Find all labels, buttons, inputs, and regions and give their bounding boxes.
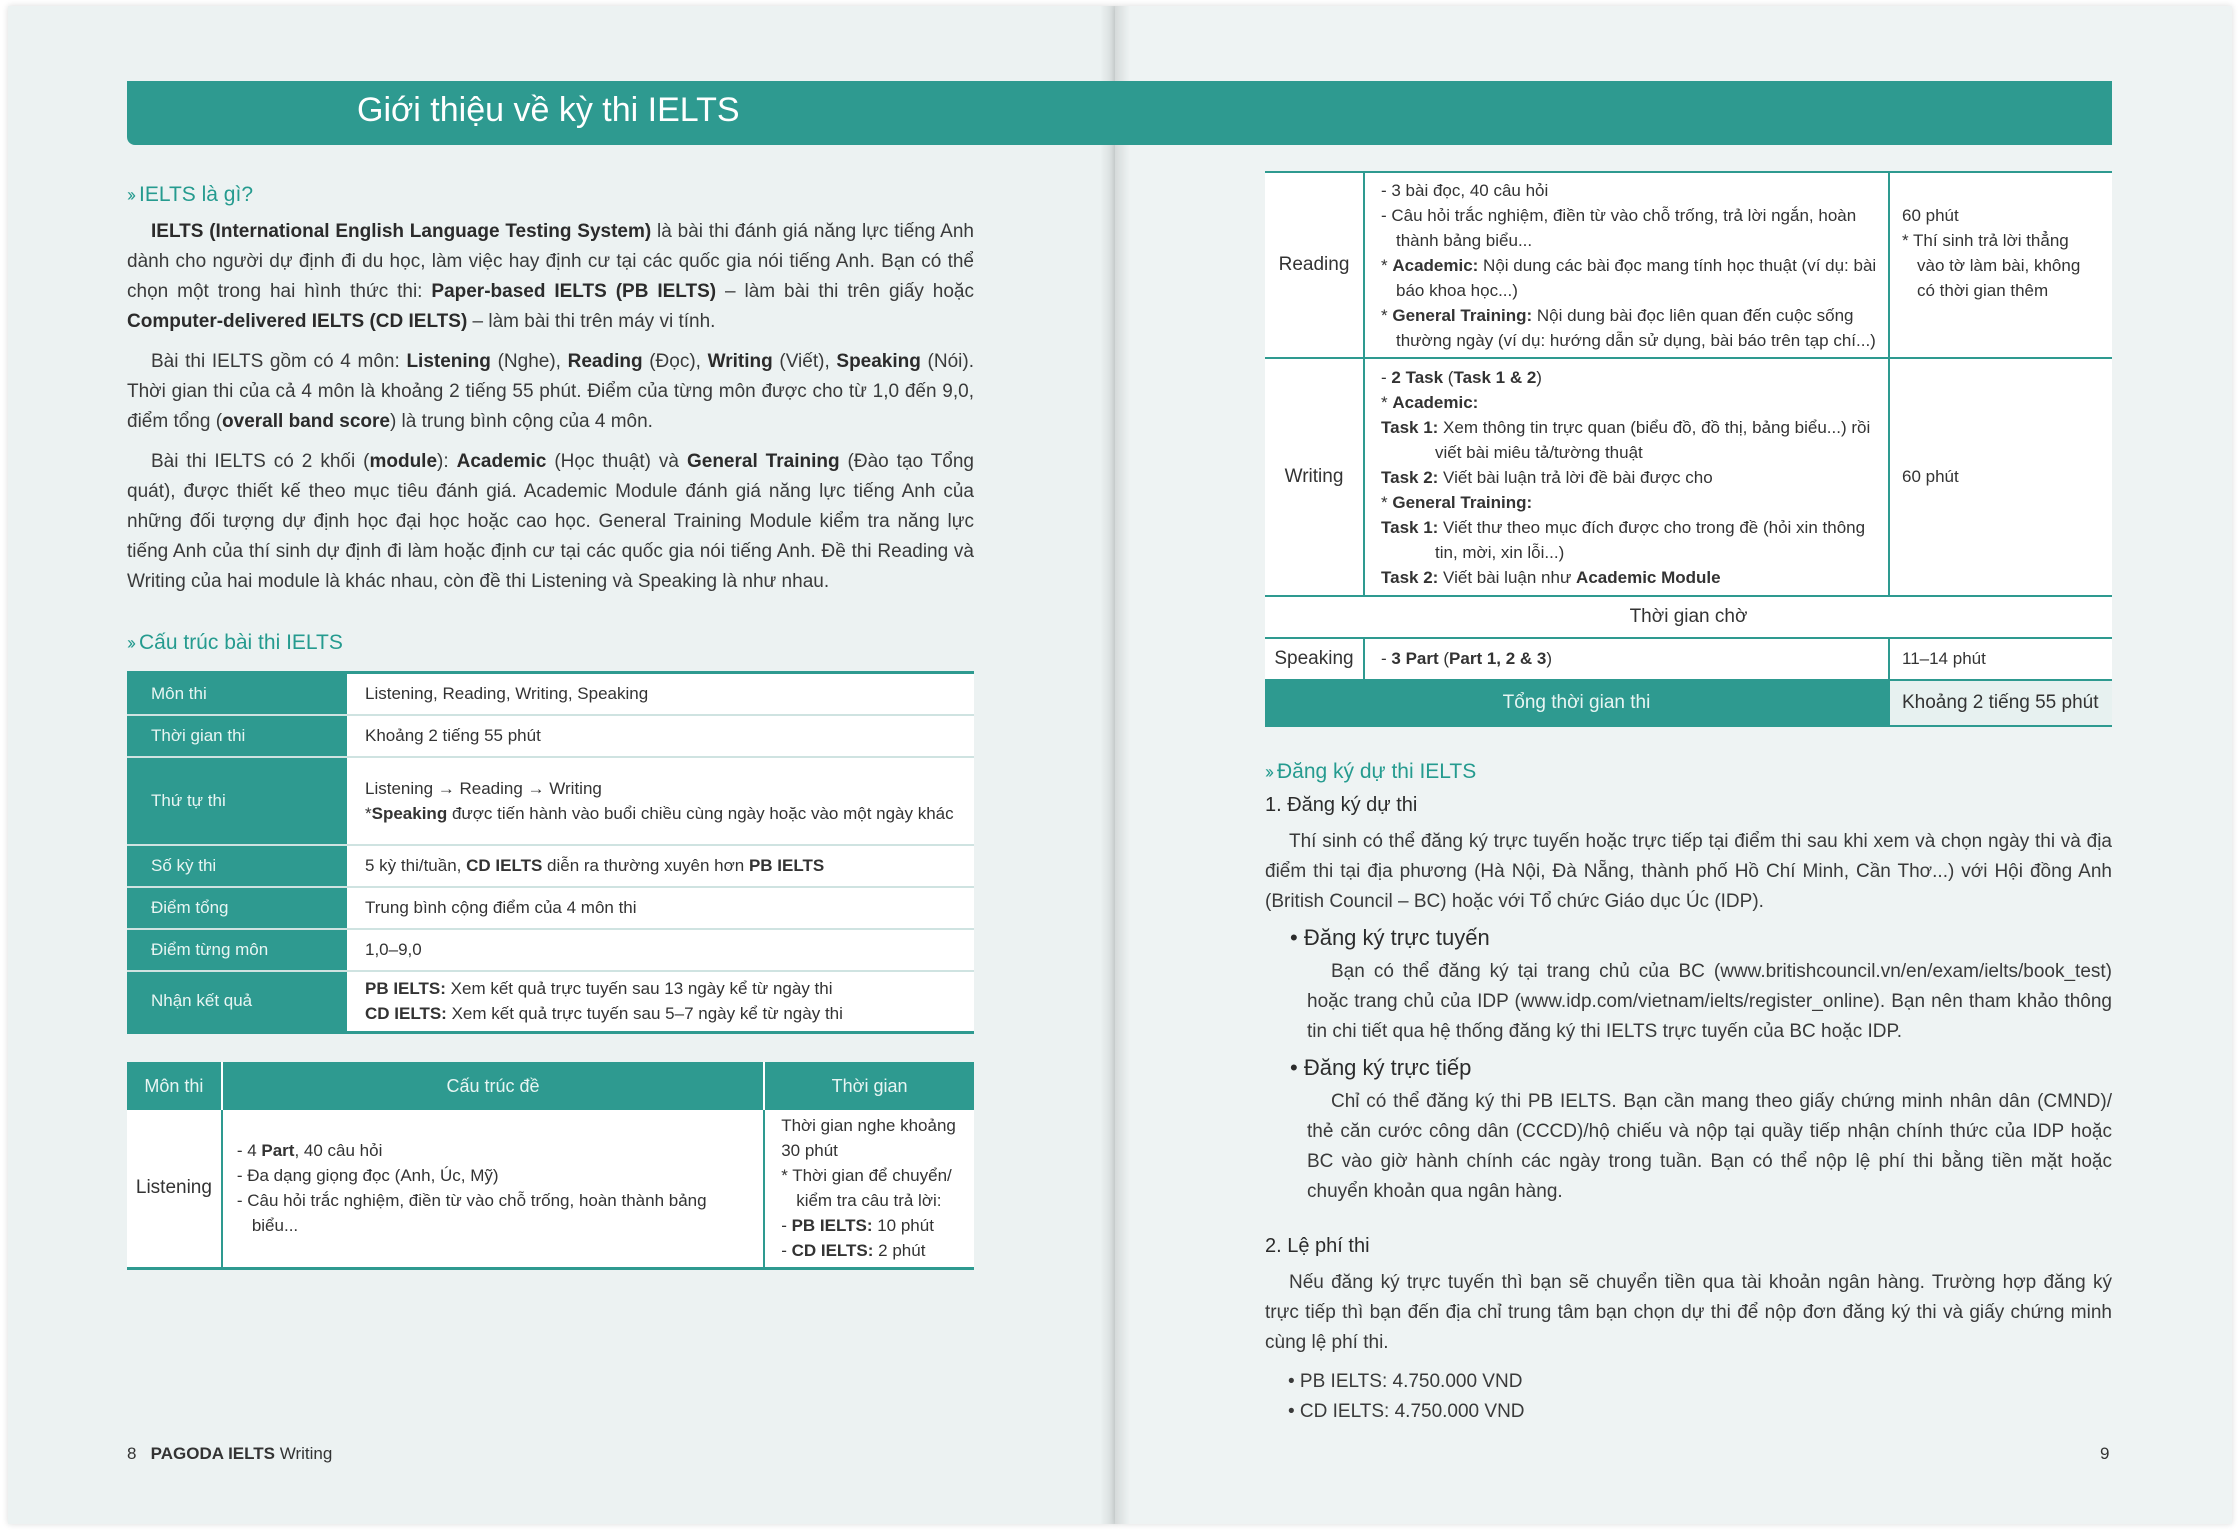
text: Xem kết quả trực tuyến sau 13 ngày kể từ ngày thi [445,979,833,999]
text: Xem thông tin trực quan (biểu đồ, đồ thị, bảng biểu...) rồi viết bài miêu tả/tường thuật [1435,417,1871,462]
text: 60 phút [1902,206,1959,225]
text: ) [1536,367,1542,387]
table-row [1265,358,2112,596]
bold-text: General Training: [1392,492,1533,512]
paragraph-modules [127,447,974,597]
table-header-row [127,1062,974,1110]
row-label: Thời gian thi [127,715,347,757]
section-title-text: Cấu trúc bài thi IELTS [139,631,343,654]
bold-text: Part 1, 2 & 3 [1449,649,1547,668]
column-header: Thời gian [764,1062,974,1110]
bold-text: Task 2: [1381,567,1439,587]
exam-structure-table [1265,171,2112,727]
row-label: Thứ tự thi [127,757,347,845]
listening-table [127,1062,974,1270]
bold-text: 3 Part [1391,649,1439,668]
section-title-registration [1265,760,1476,784]
text [237,1138,747,1163]
fee-item-pb: • PB IELTS: 4.750.000 VND [1288,1371,1523,1392]
row-label: Điểm từng môn [127,929,347,971]
text: Bài thi IELTS có 2 khối ( [151,451,370,472]
text: ( [1438,649,1450,668]
text: (Nghe), [490,351,568,372]
table-row [127,887,974,929]
structure-cell [1364,638,1889,680]
text: ) [1546,649,1553,668]
direct-registration-heading: • Đăng ký trực tiếp [1290,1055,1472,1080]
text: Nội dung bài đọc liên quan đến cuộc sống thường ngày (ví dụ: hướng dẫn sử dụng, bài báo trên tạp chí...) [1396,305,1876,350]
text: Xem kết quả trực tuyến sau 5–7 ngày kể từ ngày thi [446,1004,843,1024]
paragraph-registration: Thí sinh có thể đăng ký trực tuyến hoặc trực tiếp tại điểm thi sau khi xem và chọn ngày thi và địa điểm thi tại địa phương (Hà Nội, Đà Nẵng, thành phố Hồ Chí Minh, Cần Thơ...) với Hội đồng Anh (British Council – BC) hoặc với Tổ chức Giáo dục Úc (IDP). [1265,831,2112,912]
section-title-structure [127,631,343,655]
text: - Đa dạng giọng đọc (Anh, Úc, Mỹ) [236,1166,499,1186]
text: Bài thi IELTS gồm có 4 môn: [151,351,407,372]
bold-text: PB IELTS [748,856,825,875]
bold-text: Part [261,1141,295,1161]
text [1381,303,1878,353]
section-title-what-is-ielts [127,183,253,207]
bold-text: Task 2: [1381,467,1439,487]
bold-text: Task 1: [1381,417,1439,437]
text [365,801,974,826]
bold-text: CD IELTS: [365,1004,447,1024]
bold-text: Computer-delivered IELTS (CD IELTS) [127,311,468,332]
bold-text: PB IELTS: [791,1216,873,1236]
text: * [1381,392,1393,412]
text [365,1001,974,1026]
table-row [127,845,974,887]
text [365,976,974,1001]
bold-text: Speaking [371,803,448,823]
text: ): [437,451,457,472]
column-header: Môn thi [127,1062,222,1110]
bold-text: module [369,451,438,472]
bold-text: Task 1 & 2 [1453,367,1537,387]
structure-cell [222,1110,764,1268]
bold-text: Academic Module [1576,567,1721,587]
table-row [127,971,974,1033]
text: - [781,1241,792,1261]
text: là bài thi đánh giá năng lực tiếng Anh dành cho người dự định đi du học, làm việc hay định cư tại các quốc gia nói tiếng Anh. Bạn có thể chọn một trong hai hình thức thi: [127,221,974,302]
time-cell [1889,172,2112,358]
text: – làm bài thi trên giấy hoặc [716,281,974,302]
fee-item-cd: • CD IELTS: 4.750.000 VND [1288,1401,1525,1422]
text: 5 kỳ thi/tuần, [365,856,467,875]
bold-text: IELTS (International English Language Testing System) [151,221,652,242]
text: - [1381,649,1392,668]
paragraph-four-skills [127,347,974,437]
section-title-text: Đăng ký dự thi IELTS [1277,760,1477,783]
text: Listening → Reading → Writing [365,778,602,798]
text [1381,253,1878,303]
page-title: Giới thiệu về kỳ thi IELTS [357,91,740,129]
column-header: Cấu trúc đề [222,1062,764,1110]
row-value [347,673,974,715]
summary-table [127,671,974,1034]
text: - [781,1216,792,1236]
text [1381,465,1878,490]
chevron-double-right-icon: ›› [1265,762,1271,782]
table-row [127,715,974,757]
time-cell: 11–14 phút [1889,638,2112,680]
text: diễn ra thường xuyên hơn [542,856,749,875]
row-value: Trung bình cộng điểm của 4 môn thi [347,887,974,929]
table-row [1265,172,2112,358]
skill-cell: Writing [1265,358,1364,596]
text: 10 phút [872,1216,934,1236]
text: (Đọc), [642,351,708,372]
text: 2 phút [873,1241,926,1261]
header-bar [127,81,2112,145]
text: Viết bài luận trả lời đề bài được cho [1438,467,1713,487]
skill-cell: Reading [1265,172,1364,358]
text: - 3 bài đọc, 40 câu hỏi [1381,180,1549,200]
table-row [127,757,974,845]
text: ( [1443,367,1454,387]
text: (Học thuật) và [546,451,687,472]
bold-text: Listening [406,351,491,372]
chevron-double-right-icon: ›› [127,633,133,653]
paragraph-direct-registration: Chỉ có thể đăng ký thi PB IELTS. Bạn cần mang theo giấy chứng minh nhân dân (CMND)/ thẻ căn cước công dân (CCCD)/hộ chiếu và nộp tại quầy tiếp nhận chính thức của IDP hoặc BC vào giờ hành chính các ngày trong tuần. Bạn có thể nộp lệ phí thi bằng tiền mặt hoặc chuyển khoản qua ngân hàng. [1307,1091,2112,1202]
row-value: 1,0–9,0 [347,929,974,971]
total-label: Tổng thời gian thi [1265,680,1889,726]
table-row [1265,638,2112,680]
text: (Nói). Thời gian thi của cả 4 môn là khoảng 2 tiếng 55 phút. Điểm của từng môn được cho từ 1,0 đến 9,0, điểm tổng ( [127,351,974,432]
subheading-fee: 2. Lệ phí thi [1265,1235,1370,1257]
bold-text: CD IELTS [466,856,543,875]
online-registration-heading: • Đăng ký trực tuyến [1290,925,1490,950]
page-number: 8 [127,1444,137,1463]
text [781,1238,968,1263]
bold-text: General Training [686,451,840,472]
row-label: Điểm tổng [127,887,347,929]
row-value [347,971,974,1033]
text [1381,415,1878,465]
text: (Viết), [772,351,837,372]
structure-cell [1364,358,1889,596]
bold-text: Writing [707,351,773,372]
bold-text: 2 Task [1391,367,1444,387]
bold-text: Listening, Reading, Writing, Speaking [365,684,649,704]
text [1381,365,1878,390]
text: Thời gian nghe khoảng 30 phút [781,1116,956,1161]
subheading-registration: 1. Đăng ký dự thi [1265,794,1418,816]
page-footer-left [127,1444,332,1464]
paragraph-fee: Nếu đăng ký trực tuyến thì bạn sẽ chuyển tiền qua tài khoản ngân hàng. Trường hợp đăng ký trực tiếp thì bạn đến địa chỉ trung tâm bạn chọn dự thi để nộp đơn đăng ký thi và giấy chứng minh cùng lệ phí thi. [1265,1272,2112,1353]
row-value [347,845,974,887]
bold-text: Task 1: [1381,517,1439,537]
book-spine [1100,6,1130,1524]
row-label: Số kỳ thi [127,845,347,887]
skill-cell: Listening [127,1110,222,1268]
bold-text: Reading [567,351,643,372]
paragraph-ielts-intro [127,217,974,337]
text: Viết bài luận như [1438,567,1577,587]
table-row [127,929,974,971]
bold-text: Speaking [836,351,921,372]
section-title-text: IELTS là gì? [139,183,254,206]
total-row [1265,680,2112,726]
table-row [127,1110,974,1268]
time-cell [764,1110,974,1268]
bold-text: PB IELTS: [365,979,446,999]
text: ) là trung bình cộng của 4 môn. [389,411,653,432]
row-label: Môn thi [127,673,347,715]
bold-text: Academic: [1392,255,1479,275]
bold-text: CD IELTS: [791,1241,874,1261]
text: * [365,803,372,823]
bold-text: overall band score [222,411,390,432]
brand-name: PAGODA IELTS [150,1444,275,1463]
text: * [1381,305,1393,325]
text: - Câu hỏi trắc nghiệm, điền từ vào chỗ trống, hoàn thành bảng biểu... [236,1191,707,1236]
bold-text: General Training: [1392,305,1533,325]
text [1381,565,1878,590]
bold-text: Academic [456,451,547,472]
structure-cell [1364,172,1889,358]
text: Viết thư theo mục đích được cho trong đề (hỏi xin thông tin, mời, xin lỗi...) [1435,517,1866,562]
paragraph-online-registration: Bạn có thể đăng ký tại trang chủ của BC (www.britishcouncil.vn/en/exam/ielts/book_test) hoặc trang chủ của IDP (www.idp.com/vietnam/ielts/register_online). Bạn nên tham khảo thông tin chi tiết qua hệ thống đăng ký thi IELTS trực tuyến của BC hoặc IDP. [1307,961,2112,1042]
table-row [127,673,974,715]
bold-text: Paper-based IELTS (PB IELTS) [431,281,717,302]
row-value: Khoảng 2 tiếng 55 phút [347,715,974,757]
text: - Câu hỏi trắc nghiệm, điền từ vào chỗ trống, trả lời ngắn, hoàn thành bảng biểu... [1381,205,1857,250]
text [1381,390,1878,415]
text: Nội dung các bài đọc mang tính học thuật (ví dụ: bài báo khoa học...) [1396,255,1877,300]
table-row [1265,596,2112,638]
text: – làm bài thi trên máy vi tính. [467,311,716,332]
text [1381,490,1878,515]
book-name: Writing [275,1444,333,1463]
time-cell: 60 phút [1889,358,2112,596]
text [781,1213,968,1238]
page-number-right: 9 [2100,1444,2110,1463]
chevron-double-right-icon: ›› [127,185,133,205]
text: - 4 [236,1141,262,1161]
skill-cell: Speaking [1265,638,1364,680]
text: được tiến hành vào buổi chiều cùng ngày hoặc vào một ngày khác [447,803,954,823]
text: - [1381,367,1392,387]
bold-text: Academic: [1392,392,1479,412]
text: (Đào tạo Tổng quát), được thiết kế theo mục tiêu đánh giá. Academic Module đánh giá năng lực tiếng Anh của những đối tượng dự định học đại học hoặc cao học. General Training Module kiểm tra năng lực tiếng Anh của thí sinh dự định đi làm hoặc định cư tại các quốc gia nói tiếng Anh. Đề thi Reading và Writing của hai module là khác nhau, còn đề thi Listening và Speaking là như nhau. [127,451,974,592]
total-value: Khoảng 2 tiếng 55 phút [1889,680,2112,726]
text: * [1381,492,1393,512]
row-label: Nhận kết quả [127,971,347,1033]
text: * Thời gian để chuyển/ kiểm tra câu trả lời: [781,1166,952,1211]
text: , 40 câu hỏi [294,1141,383,1161]
text: * Thí sinh trả lời thẳng vào tờ làm bài, không có thời gian thêm [1902,231,2081,300]
text: * [1381,255,1393,275]
wait-time-row: Thời gian chờ [1265,596,2112,638]
row-value [347,757,974,845]
text [1381,515,1878,565]
